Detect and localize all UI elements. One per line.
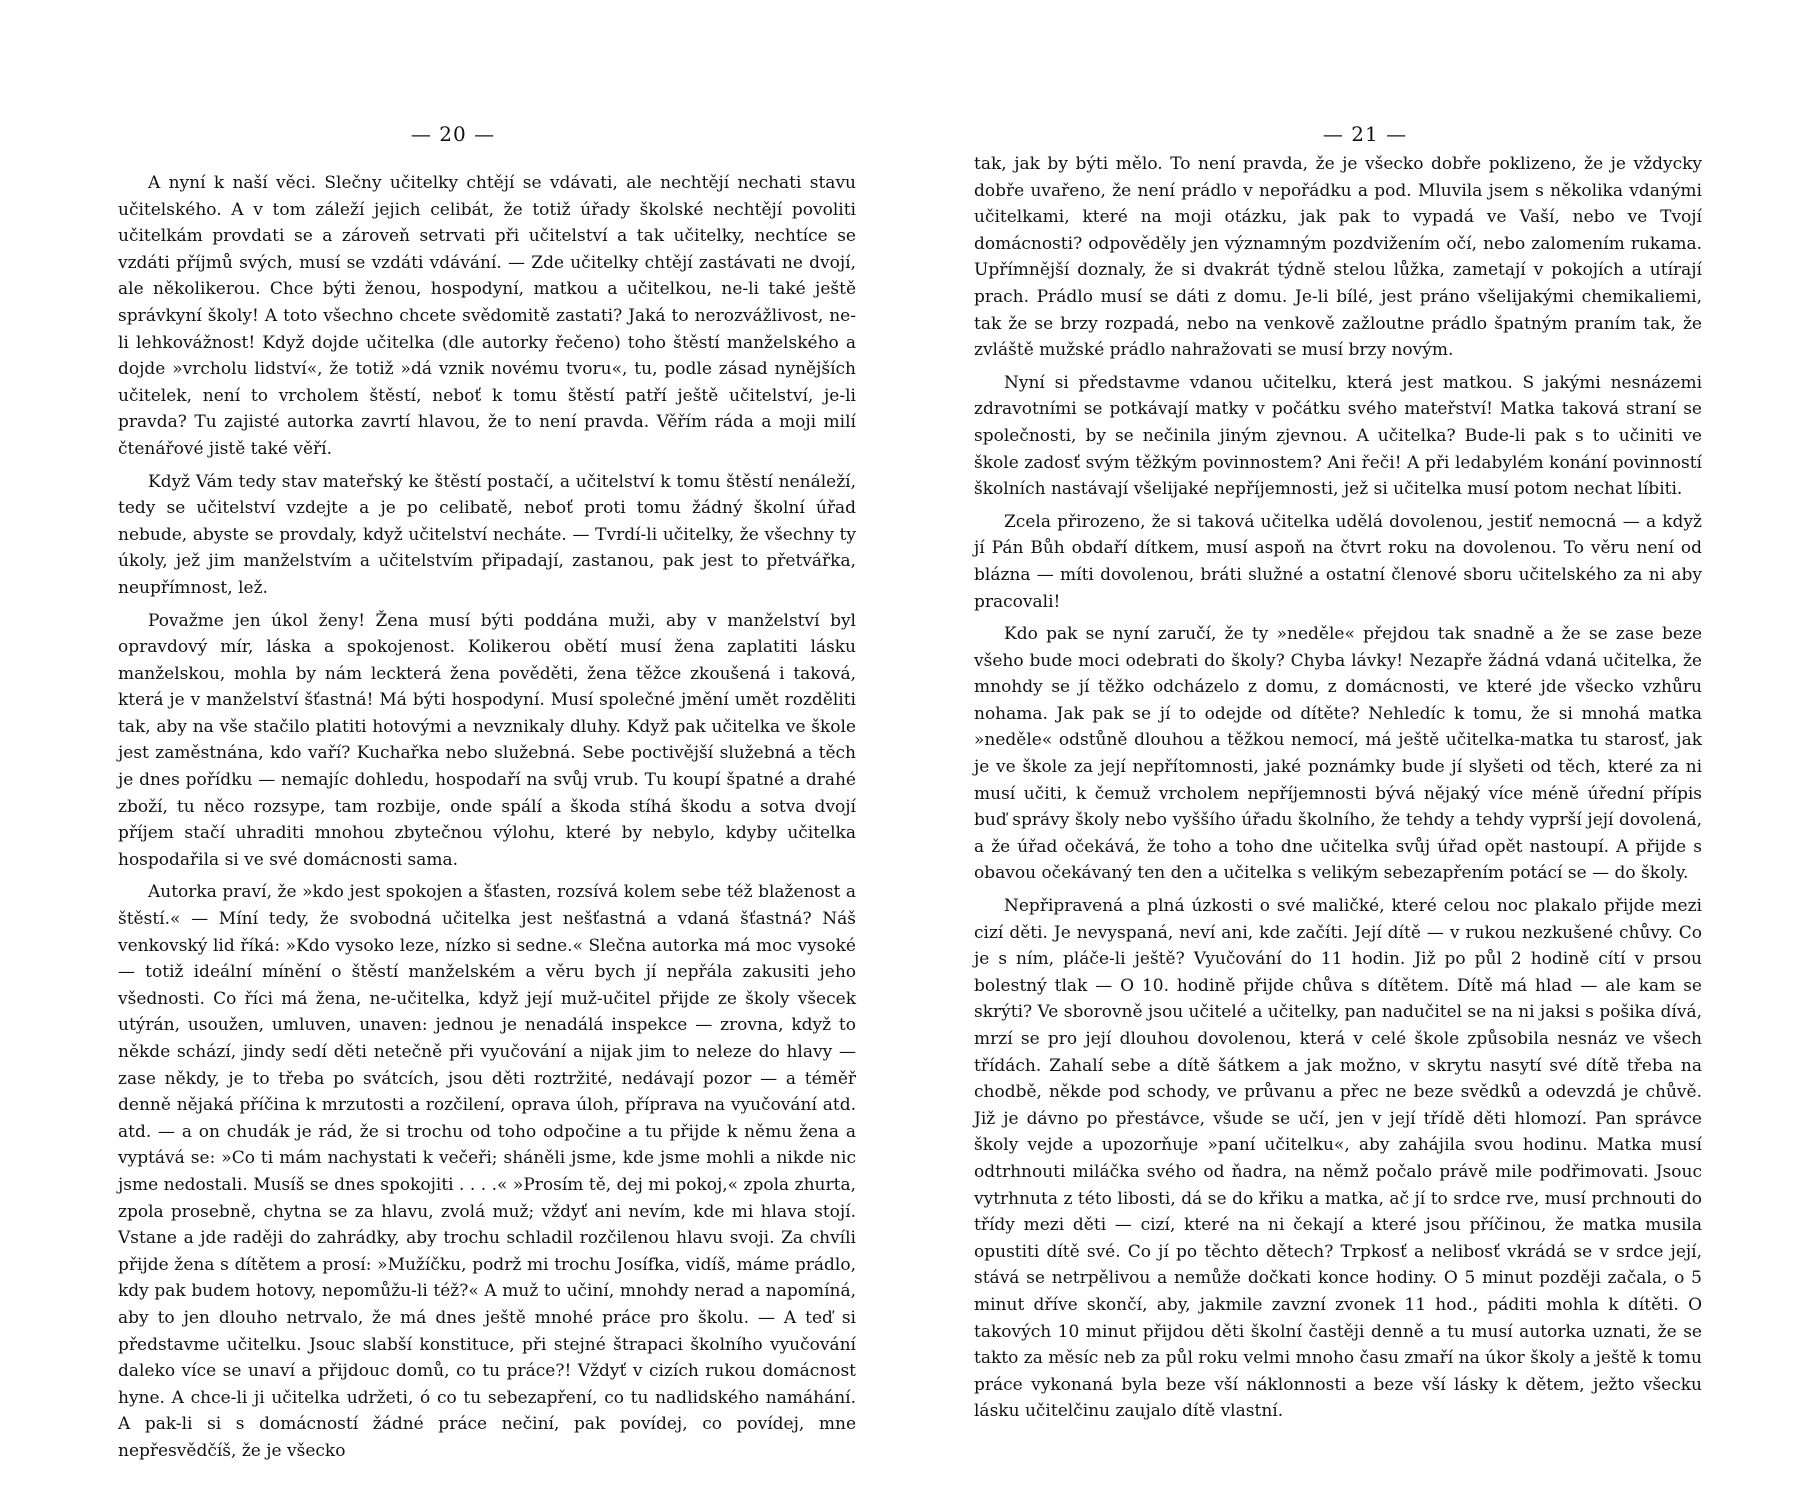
page-number: — 21 — [1322, 122, 1408, 146]
paragraph: Zcela přirozeno, že si taková učitelka udělá dovolenou, jestiť nemocná — a když jí Pán Bůh obdaří dítkem, musí aspoň na čtvrt roku na dovolenou. To věru není od blázna — míti dovolenou, bráti služné a ostatní členové sboru učitelského za ni aby pracovali! [974, 511, 1702, 612]
paragraph: tak, jak by býti mělo. To není pravda, že je všecko dobře poklizeno, že je vždycky dobře uvařeno, že není prádlo v nepořádku a pod. Mluvila jsem s několika vdanými učitelkami, které na moji otázku, jak pak to vypadá ve Vaší, nebo ve Tvojí domácnosti? odpověděly jen významným pozdvižením očí, nebo zalomením rukama. Upřímnější doznaly, že si dvakrát týdně stelou lůžka, zametají v pokojích a utírají prach. Prádlo musí se dáti z domu. Je-li bílé, jest práno všelijakými chemikaliemi, tak že se brzy rozpadá, nebo na venkově zažloutne prádlo špatným praním tak, že zvláště mužské prádlo nahražovati se musí brzy novým. [974, 154, 1702, 361]
text-column [974, 151, 1702, 1425]
paragraph: Nyní si představme vdanou učitelku, která jest matkou. S jakými nesnázemi zdravotními se potkávají matky v počátku svého mateřství! Matka taková straní se společnosti, by se nečinila jiným zjevnou. A učitelka? Bude-li pak s to učiniti ve škole zadosť svým těžkým povinnostem? Ani řeči! A při ledabylém konání povinností školních nastávají všelijaké nepříjemnosti, jež si učitelka musí potom nechat líbiti. [974, 372, 1702, 500]
paragraph: Kdo pak se nyní zaručí, že ty »neděle« přejdou tak snadně a že se zase beze všeho bude moci odebrati do školy? Chyba lávky! Nezapře žádná vdaná učitelka, že mnohdy se jí těžko odcházelo z domu, z domácnosti, ve které jde všecko vzhůru nohama. Jak pak se jí to odejde od dítěte? Nehledíc k tomu, že si mnohá matka »neděle« odstůně dlouhou a těžkou nemocí, má ještě učitelka-matka tu starosť, jak je ve škole za její nepřítomnosti, jaké poznámky bude jí slyšeti od těch, které za ni musí učiti, k čemuž vrcholem nepříjemnosti bývá nějaký více méně úřední přípis buď správy školy nebo vyššího úřadu školního, že tehdy a tehdy vyprší její dovolená, a že úřad očekává, že toho a toho dne učitelka svůj úřad opět nastoupí. A přijde s obavou očekávaný ten den a učitelka s velikým sebezapřením potácí se — do školy. [974, 624, 1702, 884]
right-page [900, 0, 1800, 1500]
paragraph: A nyní k naší věci. Slečny učitelky chtějí se vdávati, ale nechtějí nechati stavu učitelského. A v tom záleží jejich celibát, že totiž úřady školské nechtějí povoliti učitelkám provdati se a zároveň setrvati při učitelství a tak učitelky, nechtíce se vzdáti příjmů svých, musí se vzdáti vdávání. — Zde učitelky chtějí zastávati ne dvojí, ale několikerou. Chce býti ženou, hospodyní, matkou a učitelkou, ne-li také ještě správkyní školy! A toto všechno chcete svědomitě zastati? Jaká to nerozvážlivost, ne-li lehkovážnost! Když dojde učitelka (dle autorky řečeno) toho štěstí manželského a dojde »vrcholu lidství«, že totiž »dá vznik novému tvoru«, tu, podle zásad nynějších učitelek, není to vrcholem štěstí, neboť k tomu štěstí patří ještě učitelství, je-li pravda? Tu zajisté autorka zavrtí hlavou, že to není pravda. Věřím ráda a moji milí čtenářové jistě také věří. [118, 173, 856, 459]
text-column [118, 170, 856, 1465]
paragraph: Nepřipravená a plná úzkosti o své maličké, které celou noc plakalo přijde mezi cizí děti. Je nevyspaná, neví ani, kde začíti. Její dítě — v rukou nezkušené chůvy. Co je s ním, pláče-li ještě? Vyučování do 11 hodin. Již po půl 2 hodině cítí v prsou bolestný tlak — O 10. hodině přijde chůva s dítětem. Dítě má hlad — ale kam se skrýti? Ve sborovně jsou učitelé a učitelky, pan nadučitel se na ni jaksi s pošika dívá, mrzí se pro její dlouhou dovolenou, která v celé škole způsobila nesnáz ve všech třídách. Zahalí sebe a dítě šátkem a jak možno, v skrytu nasytí své dítě třeba na chodbě, někde pod schody, ve průvanu a přec ne beze svědků a odevzdá je chůvě. Již je dávno po přestávce, všude se učí, jen v její třídě děti hlomozí. Pan správce školy vejde a upozorňuje »paní učitelku«, aby zahájila svou hodinu. Matka musí odtrhnouti miláčka svého od ňadra, na němž počalo právě mile podřimovati. Jsouc vytrhnuta z této libosti, dá se do křiku a matka, ač jí to srdce rve, musí prchnouti do třídy mezi děti — cizí, které na ni čekají a které jsou příčinou, že matka musila opustiti dítě své. Co jí po těchto dětech? Trpkosť a nelibosť vkrádá se v srdce její, stává se netrpělivou a nemůže dočkati konce hodiny. O 5 minut později začala, o 5 minut dříve skončí, aby, jakmile zavzní zvonek 11 hod., páditi mohla k dítěti. O takových 10 minut přijdou děti školní častěji denně a tu musí autorka uznati, že se takto za měsíc neb za půl roku velmi mnoho času zmaří na úkor školy a ještě k tomu práce vykonaná byla beze vší náklonnosti a beze vší lásky k dětem, ježto všecku lásku učitelčinu zaujalo dítě vlastní. [974, 896, 1702, 1422]
page-number: — 20 — [410, 122, 496, 146]
paragraph: Považme jen úkol ženy! Žena musí býti poddána muži, aby v manželství byl opravdový mír, láska a spokojenost. Kolikerou obětí musí žena zaplatiti lásku manželskou, mohla by nám leckterá žena pověděti, žena těžce zkoušená i taková, která je v manželství šťastná! Má býti hospodyní. Musí společné jmění umět rozděliti tak, aby na vše stačilo platiti hotovými a nevznikaly dluhy. Když pak učitelka ve škole jest zaměstnána, kdo vaří? Kuchařka nebo služebná. Sebe poctivější služebná a těch je dnes pořídku — nemajíc dohledu, hospodaří na svůj vrub. Tu koupí špatné a drahé zboží, tu něco rozsype, tam rozbije, onde spálí a škoda stíhá škodu a sotva dvojí příjem stačí uhraditi mnohou zbytečnou výlohu, které by nebylo, kdyby učitelka hospodařila si ve své domácnosti sama. [118, 610, 856, 870]
paragraph: Když Vám tedy stav mateřský ke štěstí postačí, a učitelství k tomu štěstí nenáleží, tedy se učitelství vzdejte a je po celibatě, neboť proti tomu žádný školní úřad nebude, abyste se provdaly, když učitelství necháte. — Tvrdí-li učitelky, že všechny ty úkoly, jež jim manželstvím a učitelstvím připadají, zastanou, pak jest to přetvářka, neupřímnost, lež. [118, 471, 856, 598]
paragraph: Autorka praví, že »kdo jest spokojen a šťasten, rozsívá kolem sebe též blaženost a štěstí.« — Míní tedy, že svobodná učitelka jest nešťastná a vdaná šťastná? Náš venkovský lid říká: »Kdo vysoko leze, nízko si sedne.« Slečna autorka má moc vysoké — totiž ideální mínění o štěstí manželském a věru bych jí nepřála zakusiti jeho všednosti. Co říci má žena, ne-učitelka, když její muž-učitel přijde ze školy všecek utýrán, usoužen, umluven, unaven: jednou je nenadálá inspekce — zrovna, když to někde schází, jindy sedí děti netečně při vyučování a nijak jim to neleze do hlavy — zase někdy, je to třeba po svátcích, jsou děti roztržité, nedávají pozor — a téměř denně nějaká příčina k mrzutosti a rozčilení, oprava úloh, příprava na vyučování atd. atd. — a on chudák je rád, že si trochu od toho odpočine a tu přijde k němu žena a vyptává se: »Co ti mám nachystati k večeři; sháněli jsme, kde jsme mohli a nikde nic jsme nedostali. Musíš se dnes spokojiti . . . .« »Prosím tě, dej mi pokoj,« zpola zhurta, zpola prosebně, chytna se za hlavu, zvolá muž; vždyť ani nevím, kde mi hlava stojí. Vstane a jde raději do zahrádky, aby trochu schladil rozčilenou hlavu svoji. Za chvíli přijde žena s dítětem a prosí: »Mužíčku, podrž mi trochu Josífka, vidíš, máme prádlo, kdy pak budem hotovy, nepomůžu-li též?« A muž to učiní, mnohdy nerad a napomíná, aby to jen dlouho netrvalo, že má dnes ještě mnohé práce pro školu. — A teď si představme učitelku. Jsouc slabší konstituce, při stejné štrapaci školního vyučování daleko více se unaví a přijdouc domů, co tu práce?! Vždyť v cizích rukou domácnost hyne. A chce-li ji učitelka udržeti, ó co tu sebezapření, co tu nadlidského namáhání. A pak-li si s domácností žádné práce nečiní, pak povídej, co povídej, mne nepřesvědčíš, že je všecko [118, 882, 856, 1461]
